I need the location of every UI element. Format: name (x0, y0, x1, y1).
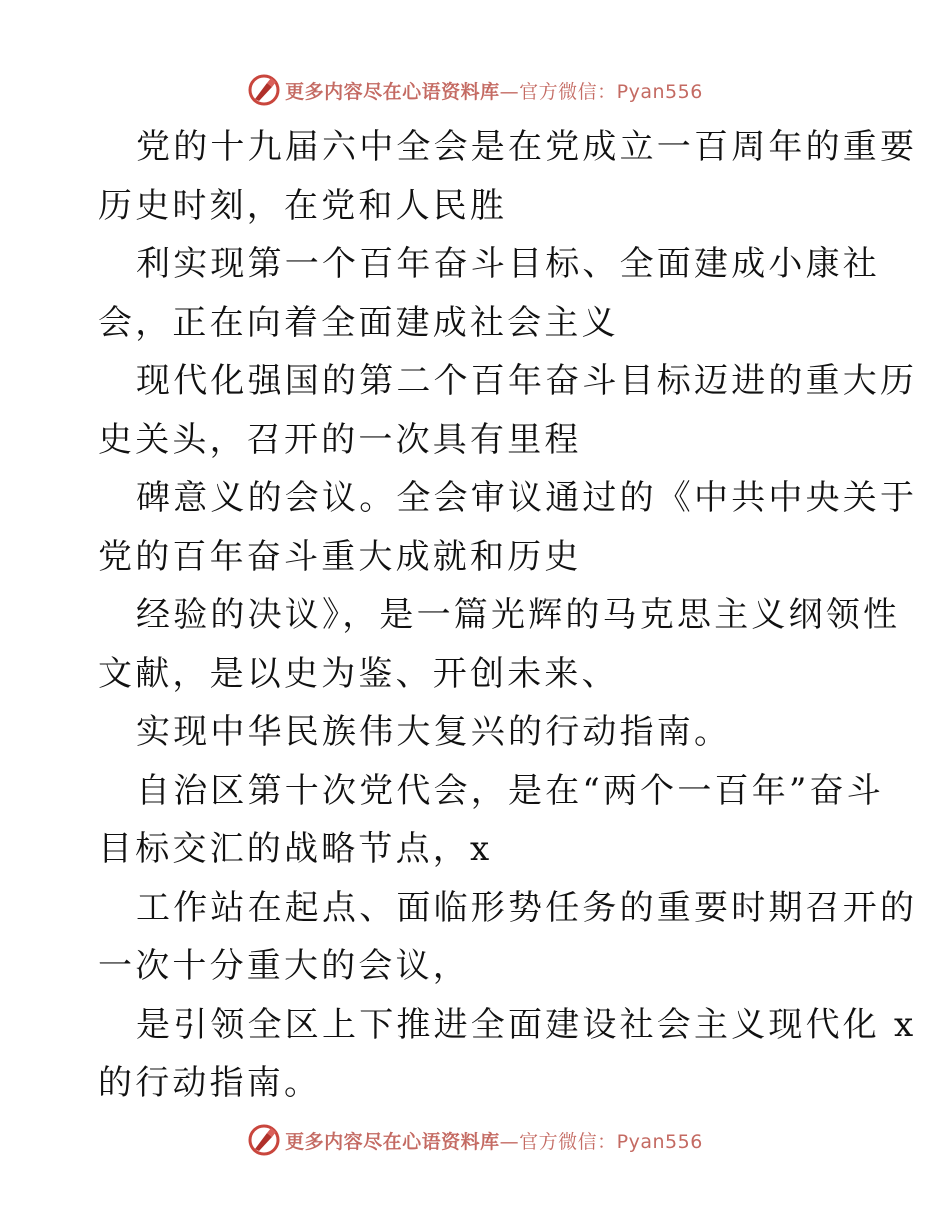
pen-logo-icon (247, 73, 281, 107)
body-line: 党的百年奋斗重大成就和历史 (98, 536, 582, 577)
body-line: 利实现第一个百年奋斗目标、全面建成小康社 (136, 244, 880, 284)
body-line: 历史时刻，在党和人民胜 (98, 185, 508, 226)
body-line: 实现中华民族伟大复兴的行动指南。 (136, 712, 732, 752)
body-line: 碑意义的会议。全会审议通过的《中共中央关于 (136, 478, 918, 518)
body-line: 自治区第十次党代会，是在“两个一百年”奋斗 (136, 770, 884, 811)
body-line: 是引领全区上下推进全面建设社会主义现代化 x (136, 1004, 917, 1045)
body-line: 经验的决议》，是一篇光辉的马克思主义纲领性 (136, 595, 901, 635)
footer-site-text: 更多内容尽在心语资料库 (285, 1130, 500, 1153)
body-line: 的行动指南。 (98, 1063, 322, 1103)
body-line: 史关头，召开的一次具有里程 (98, 419, 582, 460)
document-body (98, 118, 918, 1113)
body-line: 会，正在向着全面建成社会主义 (98, 302, 619, 343)
body-line: 目标交汇的战略节点，x (98, 829, 493, 869)
body-line: 党的十九届六中全会是在党成立一百周年的重要 (136, 127, 918, 167)
body-line: 现代化强国的第二个百年奋斗目标迈进的重大历 (136, 361, 918, 401)
footer-contact-text: —官方微信：Pyan556 (499, 1130, 703, 1153)
header-contact-text: —官方微信：Pyan556 (499, 80, 703, 103)
footer-banner (0, 1120, 950, 1160)
pen-logo-icon (247, 1123, 281, 1157)
body-line: 文献，是以史为鉴、开创未来、 (98, 653, 619, 694)
body-line: 一次十分重大的会议， (98, 946, 470, 986)
header-site-text: 更多内容尽在心语资料库 (285, 80, 500, 103)
body-line: 工作站在起点、面临形势任务的重要时期召开的 (136, 887, 918, 928)
header-banner (0, 70, 950, 110)
